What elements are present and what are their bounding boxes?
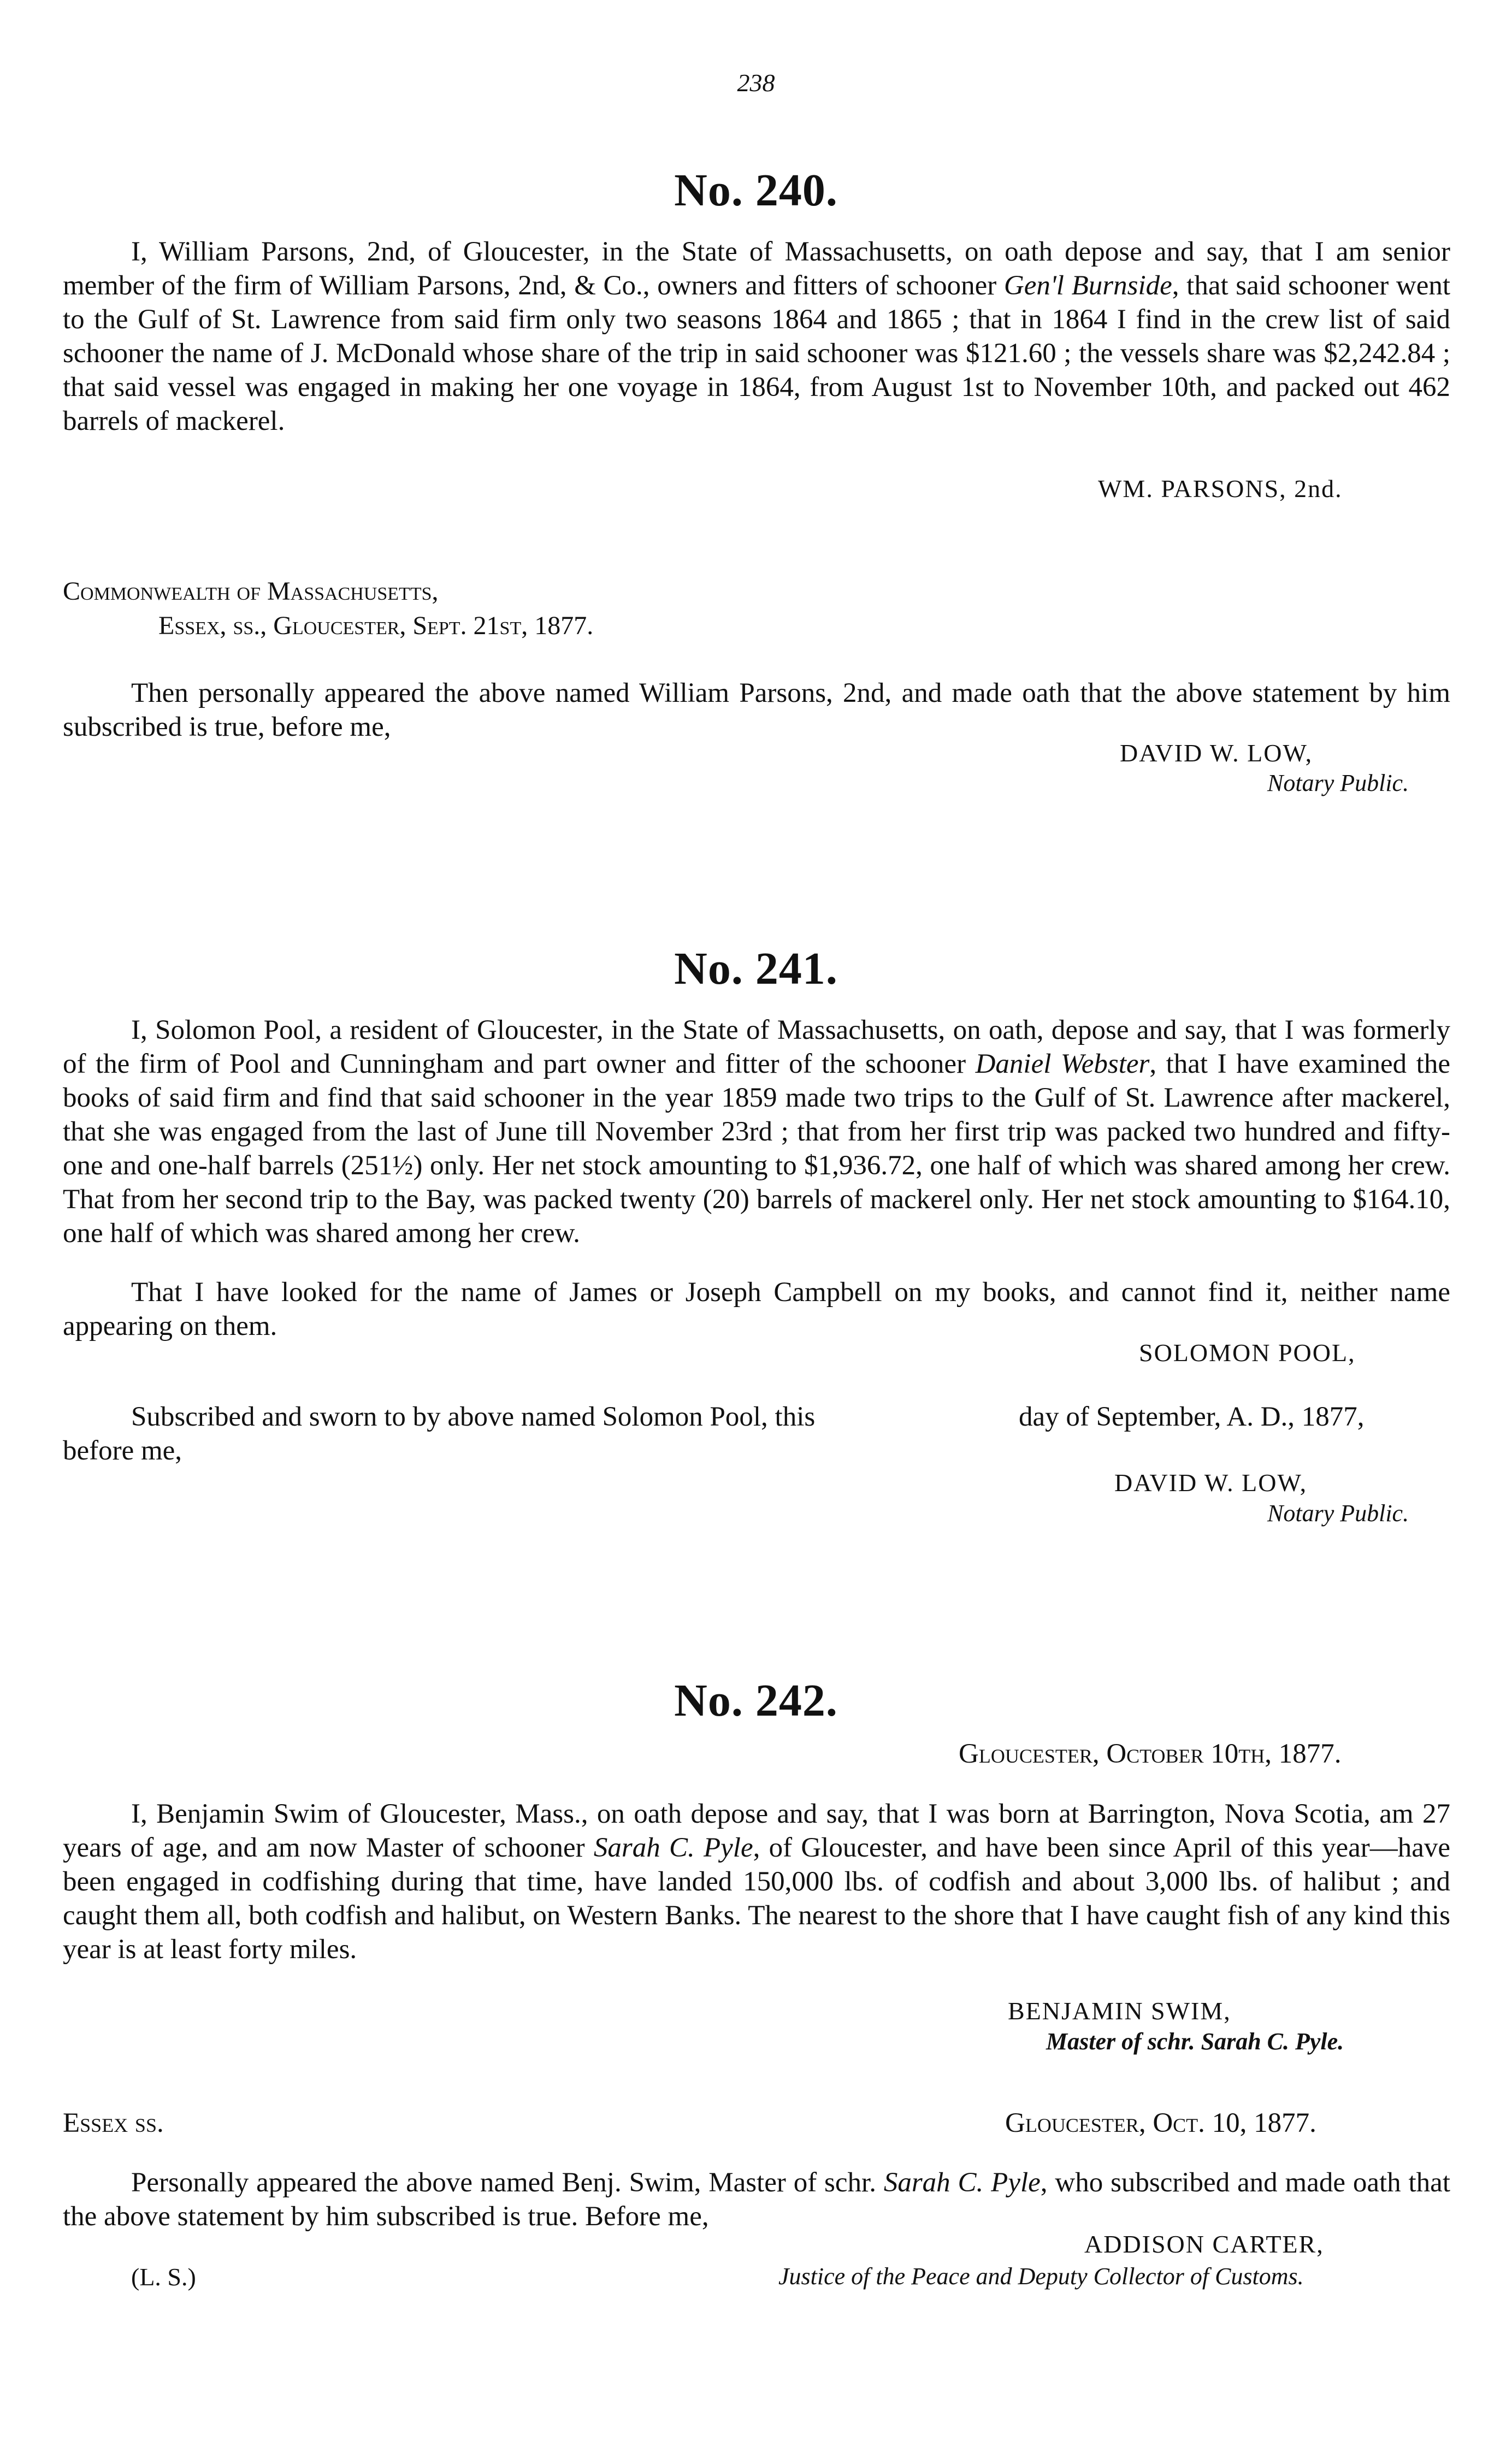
affidavit-241-text-a: I, Solomon Pool, a resident of Gloucester, in the State of Massachusetts, on oath, depose and say, that I was formerly of the firm of Pool and Cunningham and part owner and fitter of the schooner (63, 1015, 1450, 1079)
affidavit-242 (63, 1797, 1450, 1966)
jurat-241-before-me: before me, (63, 1435, 182, 1466)
affidavit-240-text-b: , that said schooner went to the Gulf of St. Lawrence from said firm only two seasons 1864 and 1865 ; that in 1864 I find in the crew list of said schooner the name of J. McDonald whose share of the trip in said schooner was $121.60 ; the vessels share was $2,242.84 ; that said vessel was engaged in making her one voyage in 1864, from August 1st to November 10th, and packed out 462 barrels of mackerel. (63, 270, 1450, 436)
jurat-242-text (63, 2166, 1450, 2233)
ship-name-242: Sarah C. Pyle (593, 1833, 753, 1863)
heading-no-241: No. 241. (674, 943, 838, 994)
heading-no-242: No. 242. (674, 1675, 838, 1726)
affidavit-242-text-b: , of Gloucester, and have been since April of this year—have been engaged in codfishing during that time, have landed 150,000 lbs. of codfish and about 3,000 lbs. of halibut ; and caught them all, both codfish and halibut, on Western Banks. The nearest to the shore that I have caught fish of any kind this year is at least forty miles. (63, 1833, 1450, 1965)
jurat-242-text-a: Personally appeared the above named Benj. Swim, Master of schr. (131, 2167, 884, 2198)
affidavit-242-text-a: I, Benjamin Swim of Gloucester, Mass., on oath depose and say, that I was born at Barrington, Nova Scotia, am 27 years of age, and am now Master of schooner (63, 1799, 1450, 1863)
jurat-241-right: day of September, A. D., 1877, (1019, 1402, 1365, 1432)
jurat-240-commonwealth: Commonwealth of Massachusetts, (63, 577, 439, 606)
signature-swim-title: Master of schr. Sarah C. Pyle. (1046, 2028, 1344, 2055)
jurat-240-venue: Essex, ss., Gloucester, Sept. 21st, 1877. (158, 611, 594, 640)
jurat-242-text-b: , who subscribed and made oath that the above statement by him subscribed is true. Before me, (63, 2167, 1450, 2232)
affidavit-240-text-a: I, William Parsons, 2nd, of Gloucester, in the State of Massachusetts, on oath depose and say, that I am senior member of the firm of William Parsons, 2nd, & Co., owners and fitters of schooner (63, 237, 1450, 301)
seal-mark: (L. S.) (131, 2263, 196, 2291)
ship-name-240: Gen'l Burnside (1003, 270, 1172, 301)
affidavit-241-text-b: , that I have examined the books of said firm and find that said schooner in the year 1859 made two trips to the Gulf of St. Lawrence after mackerel, that she was engaged from the last of June till November 23rd ; that from her first trip was packed two hundred and fifty-one and one-half barrels (251½) only. Her net stock amounting to $1,936.72, one half of which was shared among her crew. That from her second trip to the Bay, was packed twenty (20) barrels of mackerel only. Her net stock amounting to $164.10, one half of which was shared among her crew. (63, 1049, 1450, 1249)
signature-parsons: WM. PARSONS, 2nd. (1098, 475, 1343, 503)
ship-name-241: Daniel Webster (975, 1049, 1150, 1079)
jurat-242-venue: Essex ss. (63, 2108, 164, 2138)
dateline-242: Gloucester, October 10th, 1877. (959, 1739, 1342, 1769)
heading-no-240: No. 240. (674, 165, 838, 216)
signature-swim: BENJAMIN SWIM, (1008, 1997, 1231, 2025)
affidavit-240 (63, 235, 1450, 438)
page-number: 238 (737, 69, 775, 97)
notary-name-240: DAVID W. LOW, (1120, 739, 1313, 767)
officer-name: ADDISON CARTER, (1084, 2230, 1324, 2258)
notary-name-241: DAVID W. LOW, (1114, 1469, 1308, 1497)
affidavit-241-second-para: That I have looked for the name of James or Joseph Campbell on my books, and cannot find it, neither name appearing on them. (63, 1277, 1450, 1341)
affidavit-241 (63, 1013, 1450, 1250)
jurat-241-left: Subscribed and sworn to by above named Solomon Pool, this (131, 1402, 816, 1432)
signature-pool: SOLOMON POOL, (1139, 1339, 1356, 1367)
jurat-242-date: Gloucester, Oct. 10, 1877. (1005, 2108, 1316, 2138)
notary-title-241: Notary Public. (1267, 1500, 1409, 1527)
notary-title-240: Notary Public. (1267, 770, 1409, 796)
jurat-242-ship: Sarah C. Pyle (883, 2167, 1041, 2198)
officer-title: Justice of the Peace and Deputy Collector of Customs. (778, 2263, 1304, 2290)
jurat-240-text: Then personally appeared the above named William Parsons, 2nd, and made oath that the above statement by him subscribed is true, before me, (63, 678, 1450, 742)
